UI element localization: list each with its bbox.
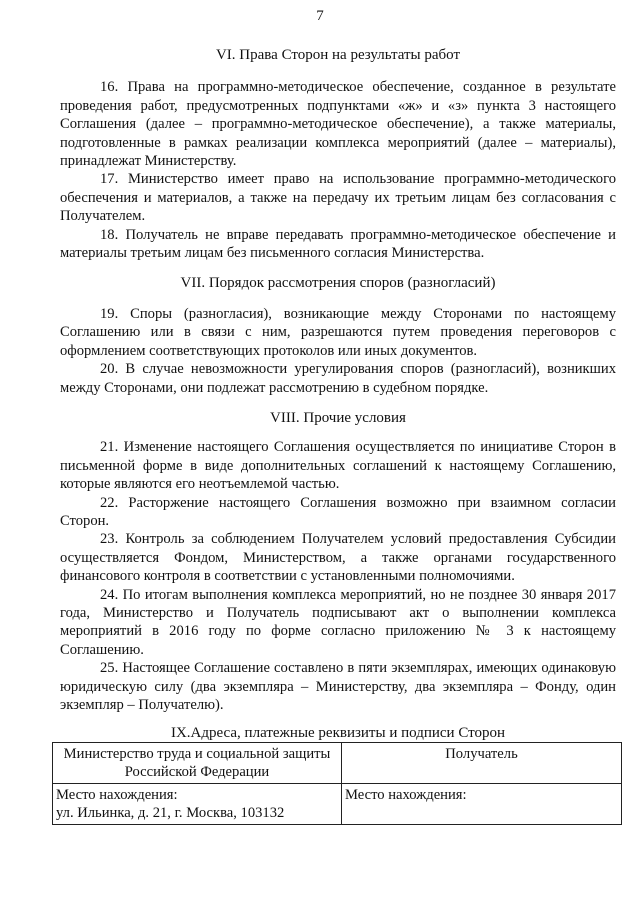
recipient-header-cell: Получатель (342, 743, 622, 784)
table-row (53, 784, 622, 825)
clause-17: 17. Министерство имеет право на использование программно-методического обеспечения и материалов, а также на передачу их третьим лицам без согласования с Получателем. (60, 171, 616, 225)
addresses-table (52, 742, 622, 825)
clause-25: 25. Настоящее Соглашение составлено в пяти экземплярах, имеющих одинаковую юридическую силу (два экземпляра – Министерству, два экземпляра – Фонду, один экземпляр – Получателю). (60, 660, 616, 713)
clause-22: 22. Расторжение настоящего Соглашения возможно при взаимном согласии Сторон. (60, 494, 616, 529)
section-heading-ix: IX.Адреса, платежные реквизиты и подписи Сторон (170, 725, 506, 742)
recipient-location-label: Место нахождения: (345, 787, 467, 803)
clause-20: 20. В случае невозможности урегулирования споров (разногласий), возникших между Сторонами, они подлежат рассмотрению в судебном порядке. (60, 361, 616, 396)
table-row (53, 743, 622, 784)
ministry-header-cell: Министерство труда и социальной защиты Российской Федерации (53, 743, 342, 784)
clause-24: 24. По итогам выполнения комплекса мероприятий, но не позднее 30 января 2017 года, Министерство и Получатель подписывают акт о выполнении комплекса мероприятий в 2016 году по форме согласно приложению № 3 к настоящему Соглашению. (60, 586, 616, 658)
document-body (60, 44, 616, 756)
recipient-location-cell (342, 784, 622, 825)
section-heading-viii: VIII. Прочие условия (270, 409, 406, 426)
page-number: 7 (316, 8, 324, 24)
clause-18: 18. Получатель не вправе передавать программно-методическое обеспечение и материалы третьим лицам без письменного согласия Министерства. (60, 226, 616, 262)
clause-21: 21. Изменение настоящего Соглашения осуществляется по инициативе Сторон в письменной форме в виде дополнительных соглашений к настоящему Соглашению, которые являются его неотъемлемой частью. (60, 439, 616, 493)
clause-16: 16. Права на программно-методическое обеспечение, созданное в результате проведения работ, предусмотренных подпунктами «ж» и «з» пункта 3 настоящего Соглашения (далее – программно-методическое обеспечение), а также материалы, подготовленные в рамках реализации комплекса мероприятий (далее – материалы), принадлежат Министерству. (60, 79, 616, 170)
ministry-location-value: ул. Ильинка, д. 21, г. Москва, 103132 (56, 805, 285, 821)
clause-19: 19. Споры (разногласия), возникающие между Сторонами по настоящему Соглашению или в связи с ним, разрешаются путем проведения переговоров с оформлением соответствующих протоколов или иных документов. (60, 305, 616, 359)
ministry-location-label: Место нахождения: (56, 787, 178, 803)
clause-23: 23. Контроль за соблюдением Получателем условий предоставления Субсидии осуществляется Фондом, Министерством, а также органами государственного финансового контроля в соответствии с установленными полномочиями. (60, 531, 616, 585)
section-heading-vi: VI. Права Сторон на результаты работ (215, 47, 461, 63)
section-heading-vii: VII. Порядок рассмотрения споров (разногласий) (180, 275, 496, 292)
ministry-location-cell (53, 784, 342, 825)
